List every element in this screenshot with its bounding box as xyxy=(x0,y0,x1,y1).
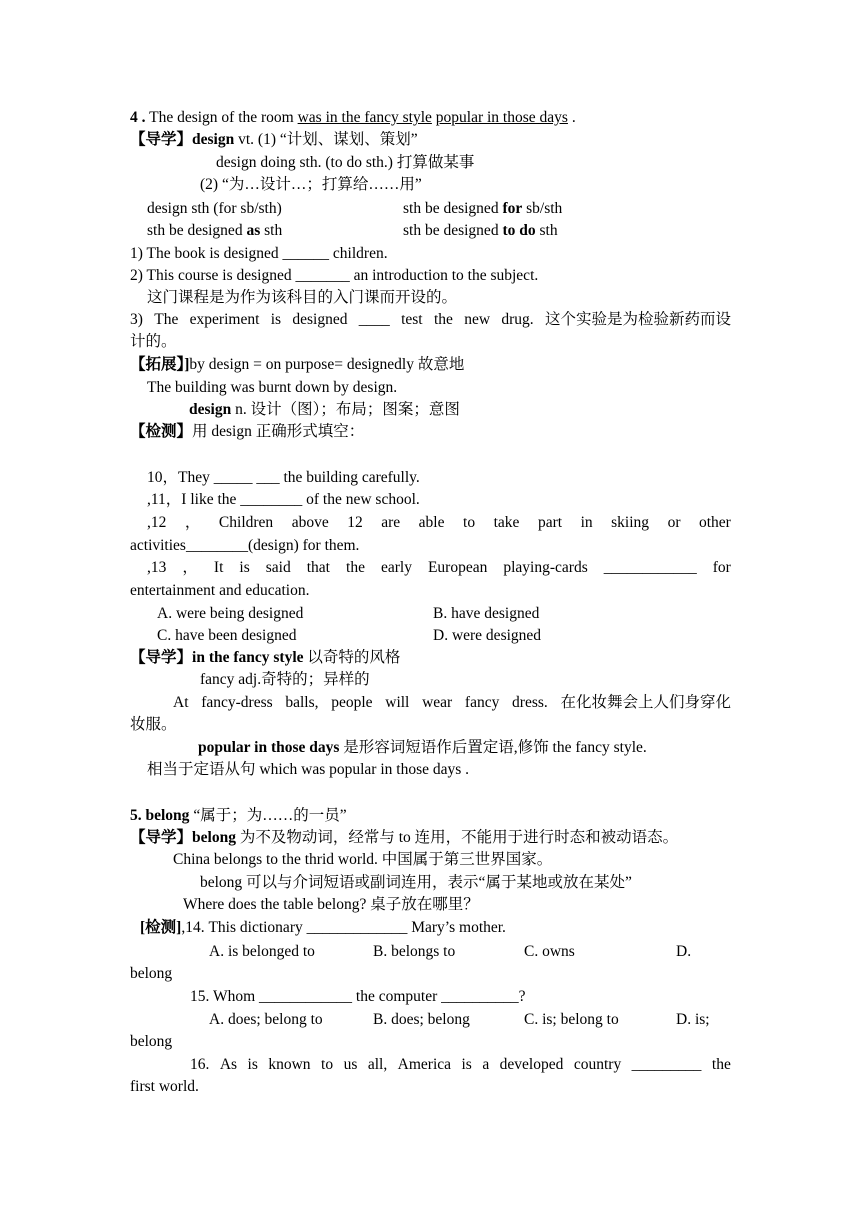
fancy-example-continued: 妆服。 xyxy=(130,716,177,733)
design-doing-line: design doing sth. (to do sth.) 打算做某事 xyxy=(216,154,475,171)
china-example: China belongs to the thrid world. 中国属于第三世界国家。 xyxy=(173,851,553,868)
option-a: A. were being designed xyxy=(157,605,304,622)
example-2-translation: 这门课程是为作为该科目的入门课而开设的。 xyxy=(147,289,458,306)
example-1: 1) The book is designed ______ children. xyxy=(130,245,388,262)
option-c: C. have been designed xyxy=(157,627,297,644)
option-d: D. were designed xyxy=(433,627,542,644)
extension-example: The building was burnt down by design. xyxy=(147,379,398,396)
q15-option-a: A. does; belong to xyxy=(209,1011,323,1028)
test-heading: 【检测】用 design 正确形式填空： xyxy=(130,423,365,440)
guide-belong: 【导学】belong 为不及物动词，经常与 to 连用，不能用于进行时态和被动语态。 xyxy=(130,829,679,846)
question-12: ,12 ， Children above 12 are able to take part in skiing or other xyxy=(147,514,731,531)
q15-option-c: C. is; belong to xyxy=(524,1011,619,1028)
q14-option-d-continued: belong xyxy=(130,965,173,982)
question-10: 10，They _____ ___ the building carefully. xyxy=(147,469,420,486)
sense-2-line: (2) “为…设计…；打算给……用” xyxy=(200,176,422,193)
underlined-phrase: popular in those days xyxy=(435,109,568,126)
extension-line: 【拓展】]by design = on purpose= designedly 故意地 xyxy=(130,356,465,373)
guide-design: 【导学】design vt. (1) “计划、谋划、策划” xyxy=(130,131,418,148)
question-16: 16. As is known to us all, America is a developed country _________ the xyxy=(190,1056,731,1073)
q14-option-a: A. is belonged to xyxy=(209,943,315,960)
question-12-continued: activities________(design) for them. xyxy=(130,537,360,554)
popular-note: popular in those days 是形容词短语作后置定语,修饰 the fancy style. xyxy=(198,739,647,756)
pattern-1-left: design sth (for sb/sth) xyxy=(147,200,282,217)
q14-option-c: C. owns xyxy=(524,943,575,960)
fancy-example: At fancy-dress balls, people will wear fancy dress. 在化妆舞会上人们身穿化 xyxy=(173,694,731,711)
guide-fancy-style: 【导学】in the fancy style 以奇特的风格 xyxy=(130,649,401,666)
fancy-adj-line: fancy adj.奇特的；异样的 xyxy=(200,671,370,688)
question-13: ,13 ， It is said that the early European playing-cards ____________ for xyxy=(147,559,731,576)
pattern-1-right: sth be designed for sb/sth xyxy=(403,200,563,217)
question-16-continued: first world. xyxy=(130,1078,199,1095)
example-3: 3) The experiment is designed ____ test the new drug. 这个实验是为检验新药而设 xyxy=(130,311,731,328)
pattern-2-right: sth be designed to do sth xyxy=(403,222,558,239)
section-number: 4 . xyxy=(130,109,146,126)
q14-option-d: D. xyxy=(676,943,692,960)
q14-option-b: B. belongs to xyxy=(373,943,456,960)
question-14: [检测],14. This dictionary _____________ Mary’s mother. xyxy=(140,919,506,936)
design-noun-line: design n. 设计（图）；布局；图案；意图 xyxy=(189,401,460,418)
q15-option-d: D. is; xyxy=(676,1011,710,1028)
option-b: B. have designed xyxy=(433,605,540,622)
q15-option-b: B. does; belong xyxy=(373,1011,470,1028)
q15-option-d-continued: belong xyxy=(130,1033,173,1050)
pattern-2-left: sth be designed as sth xyxy=(147,222,283,239)
section-5-title: 5. belong “属于；为……的一员” xyxy=(130,807,347,824)
underlined-phrase: was in the fancy style xyxy=(297,109,432,126)
question-13-continued: entertainment and education. xyxy=(130,582,310,599)
belong-prep-note: belong 可以与介词短语或副词连用，表示“属于某地或放在某处” xyxy=(200,874,632,891)
section-4-title: 4 . The design of the room was in the fancy style popular in those days . xyxy=(130,109,576,126)
where-example: Where does the table belong? 桌子放在哪里？ xyxy=(183,896,479,913)
example-3-continued: 计的。 xyxy=(130,333,177,350)
question-15: 15. Whom ____________ the computer __________? xyxy=(190,988,526,1005)
clause-note: 相当于定语从句 which was popular in those days . xyxy=(147,761,470,778)
question-11: ,11，I like the ________ of the new school. xyxy=(147,491,420,508)
example-2: 2) This course is designed _______ an introduction to the subject. xyxy=(130,267,539,284)
